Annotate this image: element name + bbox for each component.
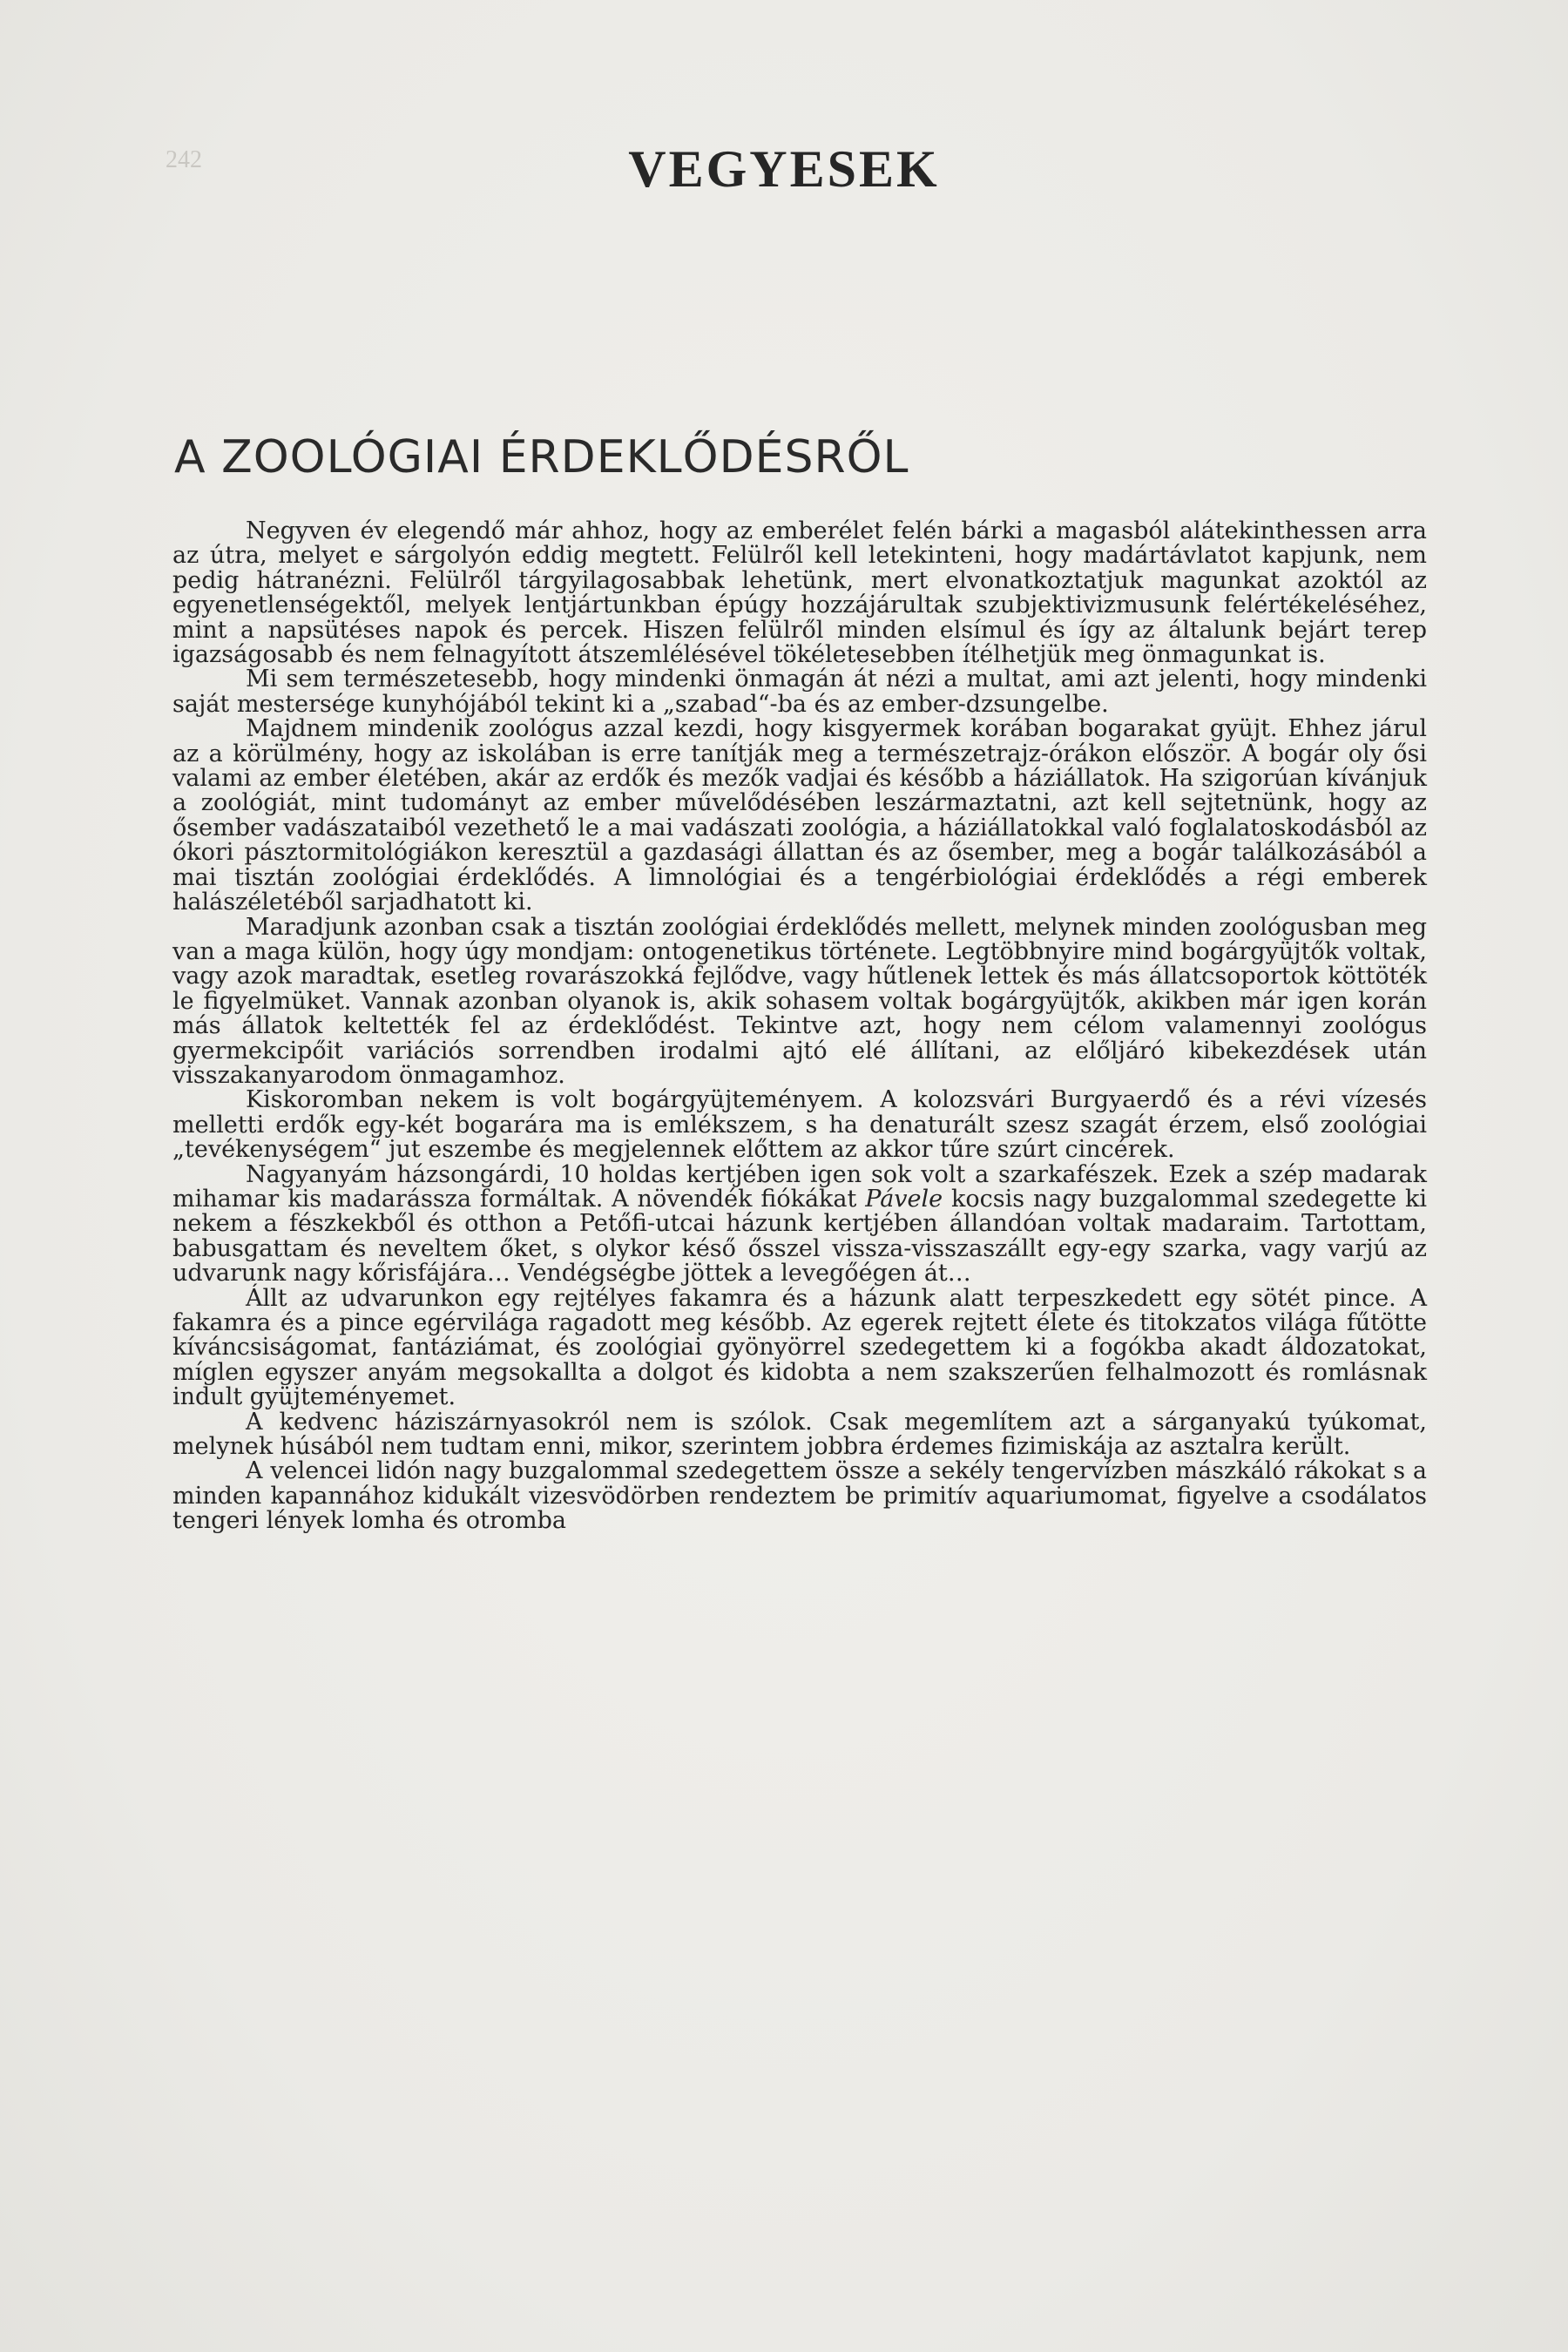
section-header: VEGYESEK [628,140,940,198]
article-title: A ZOOLÓGIAI ÉRDEKLŐDÉSRŐL [174,431,909,483]
paragraph: Kiskoromban nekem is volt bogárgyüjteményem. A kolozsvári Burgyaerdő és a révi vízesés melletti erdők egy-két bogarára ma is emlékszem, s ha denaturált szesz szagát érzem, első zoológiai „tevékenységem“ jut eszembe és megjelennek előttem az akkor tűre szúrt cincérek. [172,1086,1427,1164]
page-number: 242 [166,146,202,173]
paragraph: Majdnem mindenik zoológus azzal kezdi, hogy kisgyermek korában bogarakat gyüjt. Ehhez járul az a körülmény, hogy az iskolában is erre tanítják meg a természetrajz-órákon először. A bogár oly ősi valami az ember életében, akár az erdők és mezők vadjai és később a háziállatok. Ha szigorúan kívánjuk a zoológiát, mint tudományt az ember művelődésében leszármaztatni, azt kell sejtetnünk, hogy az ősember vadászataiból vezethető le a mai vadászati zoológia, a háziállatokkal való foglalatoskodásból az ókori pásztormitológiákon keresztül a gazdasági állattan és az ősember, meg a bogár találkozásából a mai tisztán zoológiai érdeklődés. A limnológiai és a tengérbiológiai érdeklődés a régi emberek halászéletéből sarjadhatott ki. [172,715,1427,916]
paragraph-text: Nagyanyám házsongárdi, 10 holdas kertjében igen sok volt a szarkafészek. Ezek a szép madarak mihamar kis madarássza formáltak. A növendék fiókákat [172,1160,1427,1213]
paragraph: A kedvenc háziszárnyasokról nem is szólok. Csak megemlítem azt a sárganyakú tyúkomat, melynek húsából nem tudtam enni, mikor, szerintem jobbra érdemes fizimiskája az asztalra került. [172,1408,1427,1461]
paragraph: Negyven év elegendő már ahhoz, hogy az emberélet felén bárki a magasból alátekinthessen arra az útra, melyet e sárgolyón eddig megtett. Felülről kell letekinteni, hogy madártávlatot kapjunk, nem pedig hátranézni. Felülről tárgyilagosabbak lehetünk, mert elvonatkoztatjuk magunkat azoktól az egyenetlenségektől, melyek lentjártunkban épúgy hozzájárultak szubjektivizmusunk felértékeléséhez, mint a napsütéses napok és percek. Hiszen felülről minden elsímul és így az általunk bejárt terep igazságosabb és nem felnagyított átszemlélésével tökéletesebben ítélhetjük meg önmagunkat is. [172,517,1427,669]
paragraph: Mi sem természetesebb, hogy mindenki önmagán át nézi a multat, ami azt jelenti, hogy mindenki saját mestersége kunyhójából tekint ki a „szabad“-ba és az ember-dzsungelbe. [172,666,1427,718]
paragraph: Állt az udvarunkon egy rejtélyes fakamra és a házunk alatt terpeszkedett egy sötét pince. A fakamra és a pince egérvilága ragadott meg később. Az egerek rejtett élete és titokzatos világa fűtötte kíváncsiságomat, fantáziámat, és zoológiai gyönyörrel szedegettem ki a fogókba akadt áldozatokat, míglen egyszer anyám megsokallta a dolgot és kidobta a nem szakszerűen felhalmozott és romlásnak indult gyüjteményemet. [172,1284,1427,1411]
article-body [172,519,1427,1534]
italic-name: Pávele [865,1185,943,1213]
paragraph: A velencei lidón nagy buzgalommal szedegettem össze a sekély tengervízben mászkáló rákokat s a minden kapannához kidukált vizesvödörben rendeztem be primitív aquariumomat, figyelve a csodálatos tengeri lények lomha és otromba [172,1457,1427,1535]
paragraph: Maradjunk azonban csak a tisztán zoológiai érdeklődés mellett, melynek minden zoológusban meg van a maga külön, hogy úgy mondjam: ontogenetikus története. Legtöbbnyire mind bogárgyüjtők voltak, vagy azok maradtak, esetleg rovarászokká fejlődve, vagy hűtlenek lettek és más állatcsoportok köttöték le figyelmüket. Vannak azonban olyanok is, akik sohasem voltak bogárgyüjtők, akikben már igen korán más állatok keltették fel az érdeklődést. Tekintve azt, hogy nem célom valamennyi zoológus gyermekcipőit variációs sorrendben irodalmi ajtó elé állítani, az előljáró kibekezdések után visszakanyarodom önmagamhoz. [172,913,1427,1089]
paragraph-text: kocsis nagy buzgalommal szedegette ki nekem a fészkekből és otthon a Petőfi-utcai házunk kertjében állandóan voltak madaraim. Tartottam, babusgattam és neveltem őket, s olykor késő ősszel vissza-visszaszállt egy-egy szarka, vagy varjú az udvarunk nagy kőrisfájára… Vendégségbe jöttek a levegőégen át… [172,1185,1427,1288]
paragraph [172,1160,1427,1288]
